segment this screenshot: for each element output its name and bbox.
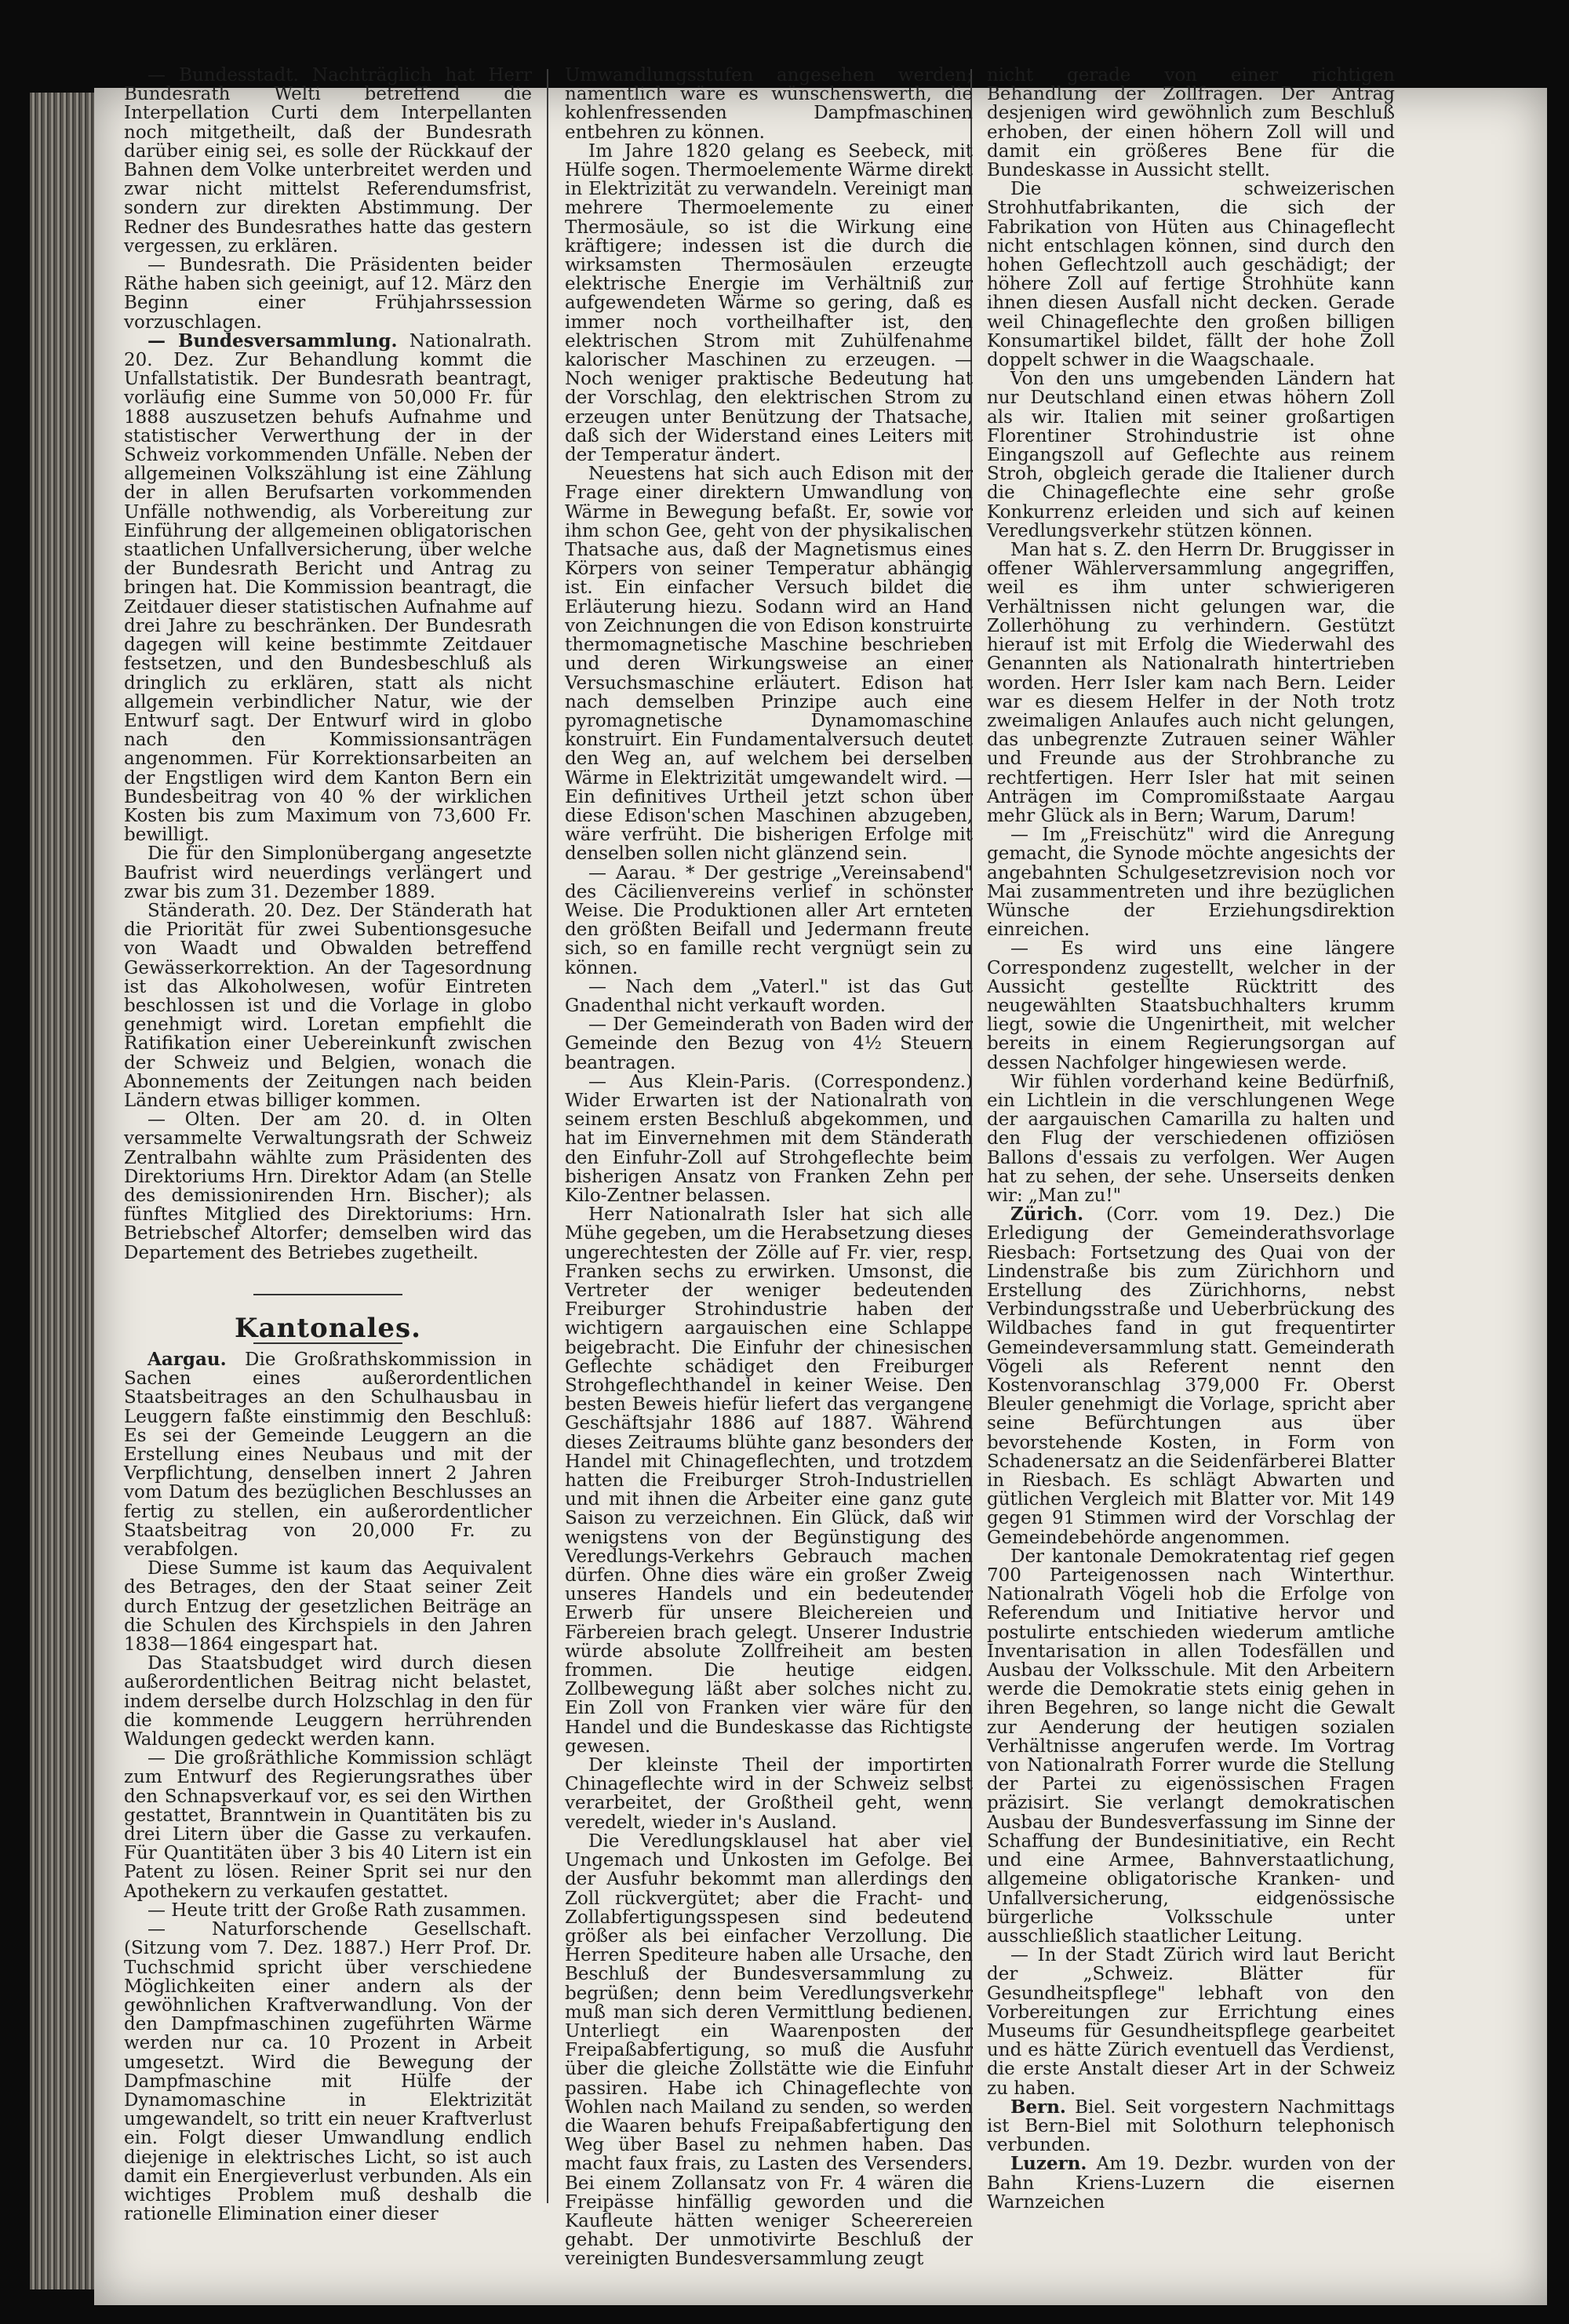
section-divider <box>253 1294 402 1295</box>
column-3 <box>987 66 1395 2212</box>
article-freischuetz: — Im „Freischütz" wird die Anregung gemacht, die Synode möchte angesichts der angebahnten Schulgesetzrevision noch vor Mai zusammentreten und ihre bezüglichen Wünsche der Erziehungsdirektion einreichen. <box>987 825 1395 941</box>
article-body: Am 19. Dezbr. wurden von der Bahn Kriens-Luzern die eisernen Warnzeichen <box>987 2154 1395 2213</box>
column-1 <box>124 66 532 2224</box>
article-heading: Bern. <box>1010 2096 1066 2118</box>
article-heading: Aargau. <box>147 1349 227 1370</box>
article-gesundheitspflege: — In der Stadt Zürich wird laut Bericht der „Schweiz. Blätter für Gesundheitspflege" lebhaft von den Vorbereitungen zur Errichtung eines Museums für Gesundheitspflege gearbeitet und es hätte Zürich eventuell das Verdienst, die erste Anstalt dieser Art in der Schweiz zu haben. <box>987 1945 1395 2099</box>
article-grosser-rath: — Heute tritt der Große Rath zusammen. <box>147 1900 527 1921</box>
column-divider <box>547 69 548 2203</box>
section-title-kantonales: Kantonales. <box>235 1312 421 1344</box>
article-body: Biel. Seit vorgestern Nachmittags ist Bern-Biel mit Solothurn telephonisch verbunden. <box>987 2096 1396 2156</box>
article-olten: — Olten. Der am 20. d. in Olten versammelte Verwaltungsrath der Schweiz Zentralbahn wählte zum Präsidenten des Direktoriums Hrn. Direktor Adam (an Stelle des demissionirenden Hrn. Bischer); als fünftes Mitglied des Direktoriums: Hrn. Betriebschef Altorfer; demselben wird das Departement des Betriebes zugetheilt. <box>124 1109 532 1263</box>
article-bundesversammlung <box>124 332 532 844</box>
article-staenderath: Ständerath. 20. Dez. Der Ständerath hat die Priorität für zwei Subentionsgesuche von Waadt und Obwalden betreffend Gewässerkorrektion. An der Tagesordnung ist das Alkoholwesen, wofür Eintreten beschlossen ist und die Vorlage in globo genehmigt wird. Loretan empfiehlt die Ratifikation einer Uebereinkunft zwischen der Schweiz und Belgien, wonach die Abonnements der Zeitungen nach beiden Ländern etwas billiger kommen. <box>124 900 532 1111</box>
article-heading: Luzern. <box>1010 2153 1087 2175</box>
article-paragraph: Die Veredlungsklausel hat aber viel Ungemach und Unkosten im Gefolge. Bei der Ausfuhr bekommt man allerdings den Zoll rückvergütet; aber die Fracht- und Zollabfertigungsspesen sind bedeutend größer als bei einfacher Verzollung. Die Herren Spediteure haben alle Ursache, den Beschluß der Bundesversammlung zu begrüßen; denn beim Veredlungsverkehr muß man sich deren Vermittlung bedienen. Unterliegt ein Waarenposten der Freipaßabfertigung, so muß die Ausfuhr über die gleiche Zollstätte wie die Einfuhr passiren. Habe ich Chinageflechte von Wohlen nach Mailand zu senden, so werden die Waaren behufs Freipaßabfertigung den Weg über Basel zu nehmen haben. Das macht faux frais, zu Lasten des Versenders. Bei einem Zollansatz von Fr. 4 wären die Freipässe hinfällig geworden und die Kaufleute hätten weniger Scheerereien gehabt. Der unmotivirte Beschluß der vereinigten Bundesversammlung zeugt <box>565 1830 973 2270</box>
article-aargau <box>124 1350 532 1559</box>
article-paragraph: Wir fühlen vorderhand keine Bedürfniß, ein Lichtlein in die verschlungenen Wege der aargauischen Camarilla zu halten und den Flug der verschiedenen offiziösen Ballons d'essais zu verfolgen. Wer Augen hat zu sehen, der sehe. Unserseits denken wir: „Man zu!" <box>987 1071 1395 1206</box>
article-klein-paris: — Aus Klein-Paris. (Correspondenz.) Wider Erwarten ist der Nationalrath von seinem ersten Beschluß abgekommen, und hat im Einvernehmen mit dem Ständerath den Einfuhr-Zoll auf Strohgeflechte beim bisherigen Ansatz von Franken Zehn per Kilo-Zentner belassen. <box>565 1071 973 1206</box>
article-demokratentag: Der kantonale Demokratentag rief gegen 700 Parteigenossen nach Winterthur. Nationalrath Vögeli hob die Erfolge von Referendum und Initiative hervor und postulirte entschieden wiederum amtliche Inventarisation in allen Todesfällen und Ausbau der Volksschule. Mit den Arbeitern werde die Demokratie stets einig gehen in ihren Begehren, so lange nicht die Gewalt zur Aenderung der heutigen sozialen Verhältnisse angerufen werde. Im Vortrag von Nationalrath Forrer wurde die Stellung der Partei zu eigenössischen Fragen präzisirt. Sie verlangt demokratischen Ausbau der Bundesverfassung im Sinne der Schaffung der Bundesinitiative, ein Recht und eine Armee, Bahnverstaatlichung, allgemeine obligatorische Kranken- und Unfallversicherung, eidgenössische bürgerliche Volksschule unter ausschließlich staatlicher Leitung. <box>987 1546 1395 1947</box>
article-zuerich <box>987 1205 1395 1547</box>
article-body: Die Großrathskommission in Sachen eines außerordentlichen Staatsbeitrages an den Schulhausbau in Leuggern faßte einstimmig den Beschluß: Es sei der Gemeinde Leuggern an die Erstellung eines Neubaus und mit der Verpflichtung, denselben innert 2 Jahren vom Datum des bezüglichen Beschlusses an fertig zu stellen, ein außerordentlicher Staatsbeitrag von 20,000 Fr. zu verabfolgen. <box>124 1350 532 1561</box>
article-heading: Zürich. <box>1010 1204 1084 1226</box>
article-paragraph: Herr Nationalrath Isler hat sich alle Mühe gegeben, um die Herabsetzung dieses ungerechtesten der Zölle auf Fr. vier, resp. Franken sechs zu erwirken. Umsonst, die Vertreter der weniger bedeutenden Freiburger Strohindustrie haben der wichtigern aargauischen eine Schlappe beigebracht. Die Einfuhr der chinesischen Geflechte schädiget den Freiburger Strohgeflechthandel in keiner Weise. Den besten Beweis hiefür liefert das vergangene Geschäftsjahr 1886 auf 1887. Während dieses Zeitraums blühte ganz besonders der Handel mit Chinageflechten, und trotzdem hatten die Freiburger Stroh-Industriellen und mit ihnen die Arbeiter eine ganz gute Saison zu verzeichnen. Ein Glück, daß wir wenigstens von der Begünstigung des Veredlungs-Verkehrs Gebrauch machen dürfen. Ohne dies wäre ein großer Zweig unseres Handels und ein bedeutender Erwerb für unsere Bleichereien und Färbereien brach gelegt. Unserer Industrie würde absolute Zollfreiheit am besten frommen. Die heutige eidgen. Zollbewegung läßt aber solches nicht zu. Ein Zoll von Franken vier wäre für den Handel und die Bundeskasse das Richtigste gewesen. <box>565 1204 973 1757</box>
article-paragraph: Im Jahre 1820 gelang es Seebeck, mit Hülfe sogen. Thermoelemente Wärme direkt in Elektrizität zu verwandeln. Vereinigt man mehrere Thermoelemente zu einer Thermosäule, so ist die Wirkung eine kräftigere; indessen ist die durch die wirksamsten Thermosäulen erzeugte elektrische Energie im Verhältniß zur aufgewendeten Wärme so gering, daß es immer noch vortheilhafter ist, den elektrischen Strom mit Zuhülfenahme kalorischer Maschinen zu erzeugen. — Noch weniger praktische Bedeutung hat der Vorschlag, den elektrischen Strom zu erzeugen unter Benützung der Thatsache, daß sich der Widerstand eines Leiters mit der Temperatur ändert. <box>565 140 973 466</box>
article-paragraph: nicht gerade von einer richtigen Behandlung der Zollfragen. Der Antrag desjenigen wird gewöhnlich zum Beschluß erhoben, der einen höhern Zoll will und damit ein größeres Bene für die Bundeskasse in Aussicht stellt. <box>987 65 1395 181</box>
article-correspondenz: — Es wird uns eine längere Correspondenz zugestellt, welcher in der Aussicht gestellte Rücktritt des neugewählten Staatsbuchhalters krumm liegt, sowie die Ungenirtheit, mit welcher bereits in einem Regierungsorgan auf dessen Nachfolger hingewiesen werde. <box>987 938 1395 1073</box>
article-luzern <box>987 2155 1395 2212</box>
article-body: Nationalrath. 20. Dez. Zur Behandlung kommt die Unfallstatistik. Der Bundesrath beantragt, vorläufig eine Summe von 50,000 Fr. für 1888 auszusetzen behufs Aufnahme und statistischer Verwerthung der in der Schweiz vorkommenden Unfälle. Neben der allgemeinen Volkszählung ist eine Zählung der in allen Berufsarten vorkommenden Unfälle nothwendig, als Vorbereitung zur Einführung der allgemeinen obligatorischen staatlichen Unfallversicherung, über welche der Bundesrath Bericht und Antrag zu bringen hat. Die Kommission beantragt, die Zeitdauer dieser statistischen Aufnahme auf drei Jahre zu beschränken. Der Bundesrath dagegen will keine bestimmte Zeitdauer festsetzen, und den Bundesbeschluß als dringlich zu erklären, statt als nicht allgemein verbindlicher Natur, wie der Entwurf sagt. Der Entwurf wird in globo nach den Kommissionsanträgen angenommen. Für Korrektionsarbeiten an der Engstligen wird dem Kanton Bern ein Bundesbeitrag von 40 % der wirklichen Kosten bis zum Maximum von 73,600 Fr. bewilligt. <box>124 330 532 846</box>
article-simplon: Die für den Simplonübergang angesetzte Baufrist wird neuerdings verlängert und zwar bis zum 31. Dezember 1889. <box>124 843 532 902</box>
article-body: (Corr. vom 19. Dez.) Die Erledigung der Gemeinderathsvorlage Riesbach: Fortsetzung des Quai von der Lindenstraße bis zum Zürichhorn und Erstellung des Zürichhorns, nebst Verbindungsstraße und Ueberbrückung des Wildbaches fand in gut frequentirter Gemeindeversammlung statt. Gemeinderath Vögeli als Referent nennt den Kostenvoranschlag 379,000 Fr. Oberst Bleuler genehmigt die Vorlage, spricht aber seine Befürchtungen aus über bevorstehende Kosten, in Form von Schadenersatz an die Seidenfärberei Blatter in Riesbach. Es schlägt Abwarten und gütlichen Vergleich mit Blatter vor. Mit 149 gegen 91 Stimmen wird der Vorschlag der Gemeindebehörde angenommen. <box>987 1204 1395 1548</box>
article-paragraph: Man hat s. Z. den Herrn Dr. Bruggisser in offener Wählerversammlung angegriffen, weil es ihm unter schwierigeren Verhältnissen nicht gelungen war, die Zollerhöhung zu verhindern. Gestützt hierauf ist mit Erfolg die Wiederwahl des Genannten als Nationalrath hintertrieben worden. Herr Isler kam nach Bern. Leider war es diesem Helfer in der Noth trotz zweimaligen Anlaufes auch nicht gelungen, das unbegrenzte Zutrauen seiner Wähler und Freunde aus der Strohbranche zu rechtfertigen. Herr Isler hat mit seinen Anträgen im Compromißstaate Aargau mehr Glück als in Bern; Warum, Darum! <box>987 540 1395 826</box>
article-gnadenthal: — Nach dem „Vaterl." ist das Gut Gnadenthal nicht verkauft worden. <box>565 976 973 1016</box>
article-bundesrath: — Bundesrath. Die Präsidenten beider Räthe haben sich geeinigt, auf 12. März den Beginn einer Frühjahrssession vorzuschlagen. <box>124 255 532 333</box>
article-heading: — Bundesversammlung. <box>147 330 398 352</box>
column-2 <box>565 66 973 2269</box>
article-paragraph: Die schweizerischen Strohhutfabrikanten, die sich der Fabrikation von Hüten aus Chinageflecht nicht entschlagen können, sind durch den hohen Geflechtzoll auch geschädigt; der höhere Zoll auf fertige Strohhüte kann ihnen diesen Ausfall nicht decken. Gerade weil Chinageflechte den großen billigen Konsumartikel bildet, fällt der hohe Zoll doppelt schwer in die Waagschaale. <box>987 179 1395 371</box>
article-paragraph: Das Staatsbudget wird durch diesen außerordentlichen Beitrag nicht belastet, indem derselbe durch Holzschlag in den für die kommende Leuggern herrührenden Waldungen gedeckt werden kann. <box>124 1653 532 1750</box>
article-schnaps: — Die großräthliche Kommission schlägt zum Entwurf des Regierungsrathes über den Schnapsverkauf vor, es sei den Wirthen gestattet, Branntwein in Quantitäten bis zu drei Litern über die Gasse zu verkaufen. Für Quantitäten über 3 bis 40 Litern ist ein Patent zu lösen. Reiner Sprit sei nur den Apothekern zu verkaufen gestattet. <box>124 1748 532 1902</box>
article-paragraph: Von den uns umgebenden Ländern hat nur Deutschland einen etwas höhern Zoll als wir. Italien mit seiner großartigen Florentiner Strohindustrie ist ohne Eingangszoll auf Geflechte aus reinem Stroh, obgleich gerade die Italiener durch die Chinageflechte eine sehr große Konkurrenz erleiden und sich auf keinen Veredlungsverkehr stützen können. <box>987 369 1395 541</box>
article-paragraph: Der kleinste Theil der importirten Chinageflechte wird in der Schweiz selbst verarbeitet, der Großtheil geht, wenn veredelt, wieder in's Ausland. <box>565 1755 973 1833</box>
article-aarau: — Aarau. * Der gestrige „Vereinsabend" des Cäcilienvereins verlief in schönster Weise. Die Produktionen aller Art ernteten den größten Beifall und Jedermann freute sich, so en famille recht vergnügt sein zu können. <box>565 862 973 978</box>
article-naturforschende: — Naturforschende Gesellschaft. (Sitzung vom 7. Dez. 1887.) Herr Prof. Dr. Tuchschmid spricht über verschiedene Möglichkeiten einer andern als der gewöhnlichen Kraftverwandlung. Von der den Dampfmaschinen zugeführten Wärme werden nur ca. 10 Prozent in Arbeit umgesetzt. Wird die Bewegung der Dampfmaschine mit Hülfe der Dynamomaschine in Elektrizität umgewandelt, so tritt ein neuer Kraftverlust ein. Folgt dieser Umwandlung endlich diejenige in elektrisches Licht, so ist auch damit ein Energieverlust verbunden. Als ein wichtiges Problem muß deshalb die rationelle Elimination einer dieser <box>124 1919 532 2225</box>
article-bern <box>987 2098 1395 2155</box>
article-bundesstadt: — Bundesstadt. Nachträglich hat Herr Bundesrath Welti betreffend die Interpellation Curti dem Interpellanten noch mitgetheilt, daß der Bundesrath darüber einig sei, es solle der Rückkauf der Bahnen dem Volke unterbreitet werden und zwar nicht mittelst Referendumsfrist, sondern zur direkten Abstimmung. Der Redner des Bundesrathes hatte das gestern vergessen, zu erklären. <box>124 65 532 257</box>
article-paragraph: Umwandlungsstufen angesehen werden; namentlich wäre es wünschenswerth, die kohlenfressenden Dampfmaschinen entbehren zu können. <box>565 65 973 143</box>
article-paragraph: Diese Summe ist kaum das Aequivalent des Betrages, den der Staat seiner Zeit durch Entzug der gesetzlichen Beiträge an die Schulen des Kirchspiels in den Jahren 1838—1864 eingespart hat. <box>124 1558 532 1656</box>
article-paragraph: Neuestens hat sich auch Edison mit der Frage einer direktern Umwandlung von Wärme in Bewegung befaßt. Er, sowie vor ihm schon Gee, geht von der physikalischen Thatsache aus, daß der Magnetismus eines Körpers von seiner Temperatur abhängig ist. Ein einfacher Versuch bildet die Erläuterung hiezu. Sodann wird an Hand von Zeichnungen die von Edison konstruirte thermomagnetische Maschine beschrieben und deren Wirkungsweise an einer Versuchsmaschine erläutert. Edison hat nach demselben Prinzipe auch eine pyromagnetische Dynamomaschine konstruirt. Ein Fundamentalversuch deutet den Weg an, auf welchem bei derselben Wärme in Elektrizität umgewandelt wird. — Ein definitives Urtheil jetzt schon über diese Edison'schen Maschinen abzugeben, wäre verfrüht. Die bisherigen Erfolge mit denselben sollen nicht glänzend sein. <box>565 464 973 865</box>
article-baden: — Der Gemeinderath von Baden wird der Gemeinde den Bezug von 4½ Steuern beantragen. <box>565 1014 973 1073</box>
